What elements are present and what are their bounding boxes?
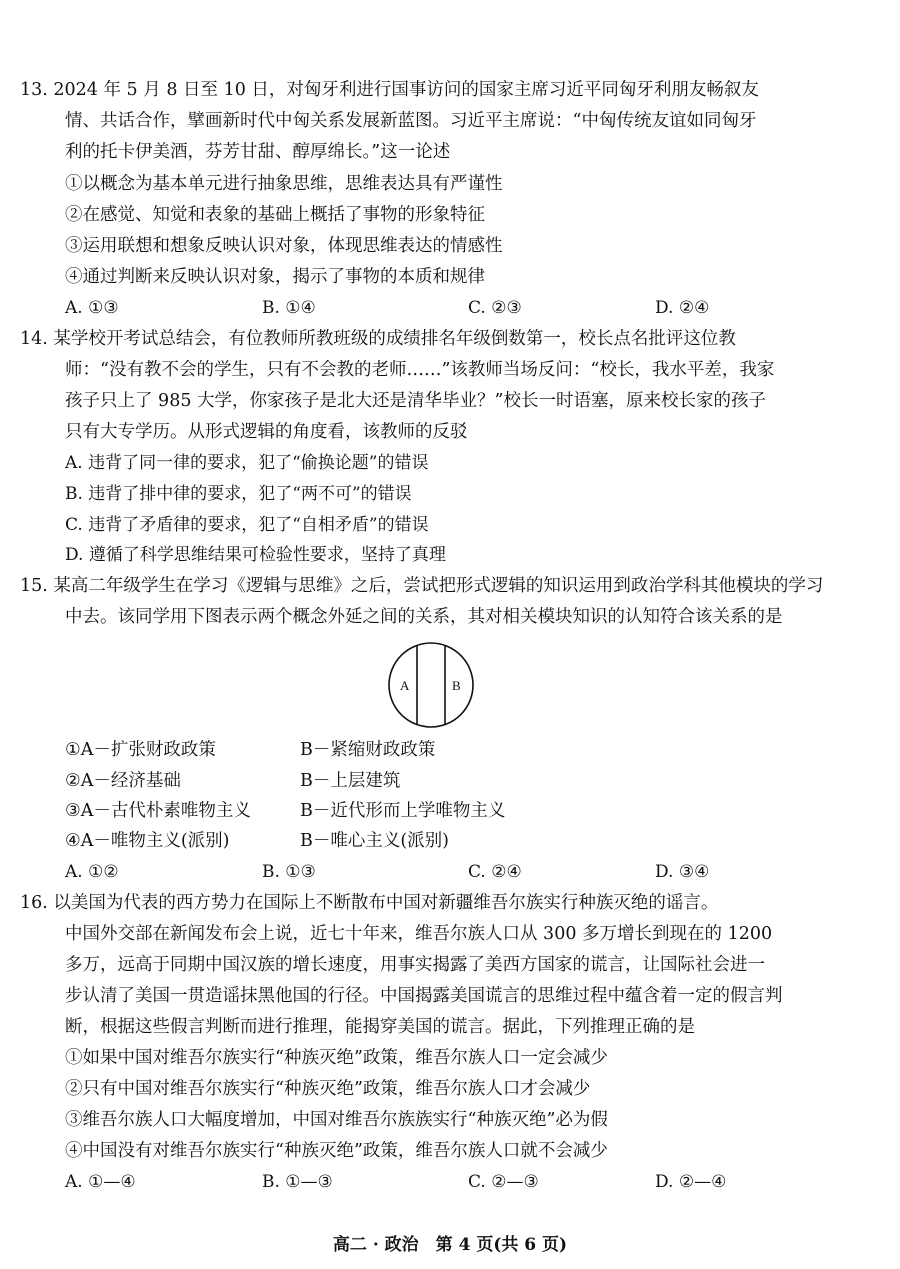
q16-stem-line-3: 多万，远高于同期中国汉族的增长速度，用事实揭露了美西方国家的谎言，让国际社会进一 [65, 955, 765, 975]
q16-option-b: B. ①—③ [262, 1172, 333, 1192]
q15-pair-1-a: ①A－扩张财政政策 [65, 740, 216, 760]
q13-item-2: ②在感觉、知觉和表象的基础上概括了事物的形象特征 [65, 205, 485, 225]
q16-option-d: D. ②—④ [655, 1172, 727, 1192]
q15-pair-2-b: B－上层建筑 [300, 771, 401, 791]
q16-stem-line-2: 中国外交部在新闻发布会上说，近七十年来，维吾尔族人口从 300 多万增长到现在的 1200 [65, 924, 773, 944]
q13-option-d: D. ②④ [655, 298, 710, 318]
q15-pair-3-a: ③A－古代朴素唯物主义 [65, 801, 251, 821]
q14-option-d: D. 遵循了科学思维结果可检验性要求，坚持了真理 [65, 545, 446, 565]
q14-option-b: B. 违背了排中律的要求，犯了“两不可”的错误 [65, 484, 412, 504]
q14-option-c: C. 违背了矛盾律的要求，犯了“自相矛盾”的错误 [65, 515, 429, 535]
q16-stem-line-5: 断，根据这些假言判断而进行推理，能揭穿美国的谎言。据此，下列推理正确的是 [65, 1017, 695, 1037]
q15-option-c: C. ②④ [468, 862, 522, 882]
q15-pair-3-b: B－近代形而上学唯物主义 [300, 801, 506, 821]
q14-stem-line-4: 只有大专学历。从形式逻辑的角度看，该教师的反驳 [65, 422, 468, 442]
q16-stem-line-4: 步认清了美国一贯造谣抹黑他国的行径。中国揭露美国谎言的思维过程中蕴含着一定的假言判 [65, 986, 783, 1006]
q15-option-a: A. ①② [65, 862, 119, 882]
q15-option-b: B. ①③ [262, 862, 316, 882]
q16-item-2: ②只有中国对维吾尔族实行“种族灭绝”政策，维吾尔族人口才会减少 [65, 1079, 591, 1099]
q13-item-3: ③运用联想和想象反映认识对象，体现思维表达的情感性 [65, 236, 503, 256]
q16-item-4: ④中国没有对维吾尔族实行“种族灭绝”政策，维吾尔族人口就不会减少 [65, 1141, 608, 1161]
q14-stem-line-2: 师：“没有教不会的学生，只有不会教的老师……”该教师当场反问：“校长，我水平差，我家 [65, 360, 775, 380]
q15-pair-4-a: ④A－唯物主义(派别) [65, 831, 230, 851]
q15-stem-line-2: 中去。该同学用下图表示两个概念外延之间的关系，其对相关模块知识的认知符合该关系的是 [65, 607, 783, 627]
q14-option-a: A. 违背了同一律的要求，犯了“偷换论题”的错误 [65, 453, 429, 473]
q15-pair-4-b: B－唯心主义(派别) [300, 831, 450, 851]
q13-option-a: A. ①③ [65, 298, 119, 318]
q13-item-4: ④通过判断来反映认识对象，揭示了事物的本质和规律 [65, 267, 485, 287]
q16-item-1: ①如果中国对维吾尔族实行“种族灭绝”政策，维吾尔族人口一定会减少 [65, 1048, 608, 1068]
q13-item-1: ①以概念为基本单元进行抽象思维，思维表达具有严谨性 [65, 174, 503, 194]
q14-stem-line-1: 14. 某学校开考试总结会，有位教师所教班级的成绩排名年级倒数第一，校长点名批评这位教 [20, 329, 736, 349]
q15-pair-1-b: B－紧缩财政政策 [300, 740, 436, 760]
q16-item-3: ③维吾尔族人口大幅度增加，中国对维吾尔族族实行“种族灭绝”必为假 [65, 1110, 608, 1130]
q15-stem-line-1: 15. 某高二年级学生在学习《逻辑与思维》之后，尝试把形式逻辑的知识运用到政治学科其他模块的学习 [20, 576, 824, 596]
q16-stem-line-1: 16. 以美国为代表的西方势力在国际上不断散布中国对新疆维吾尔族实行种族灭绝的谣言。 [20, 893, 719, 913]
q13-option-c: C. ②③ [468, 298, 522, 318]
q13-stem-line-3: 利的托卡伊美酒，芬芳甘甜、醇厚绵长。”这一论述 [65, 142, 451, 162]
q14-stem-line-3: 孩子只上了 985 大学，你家孩子是北大还是清华毕业？”校长一时语塞，原来校长家的孩子 [65, 391, 766, 411]
diagram-label-b: B [452, 678, 461, 693]
page-footer: 高二 · 政治 第 4 页(共 6 页) [332, 1235, 568, 1255]
q13-option-b: B. ①④ [262, 298, 316, 318]
concept-relation-diagram [386, 640, 476, 730]
q13-stem-line-2: 情、共话合作，擘画新时代中匈关系发展新蓝图。习近平主席说：“中匈传统友谊如同匈牙 [65, 111, 757, 131]
q16-option-a: A. ①—④ [65, 1172, 136, 1192]
q15-pair-2-a: ②A－经济基础 [65, 771, 181, 791]
q13-stem-line-1: 13. 2024 年 5 月 8 日至 10 日，对匈牙利进行国事访问的国家主席习近平同匈牙利朋友畅叙友 [20, 80, 759, 100]
q16-option-c: C. ②—③ [468, 1172, 539, 1192]
diagram-label-a: A [400, 678, 410, 693]
q15-option-d: D. ③④ [655, 862, 710, 882]
